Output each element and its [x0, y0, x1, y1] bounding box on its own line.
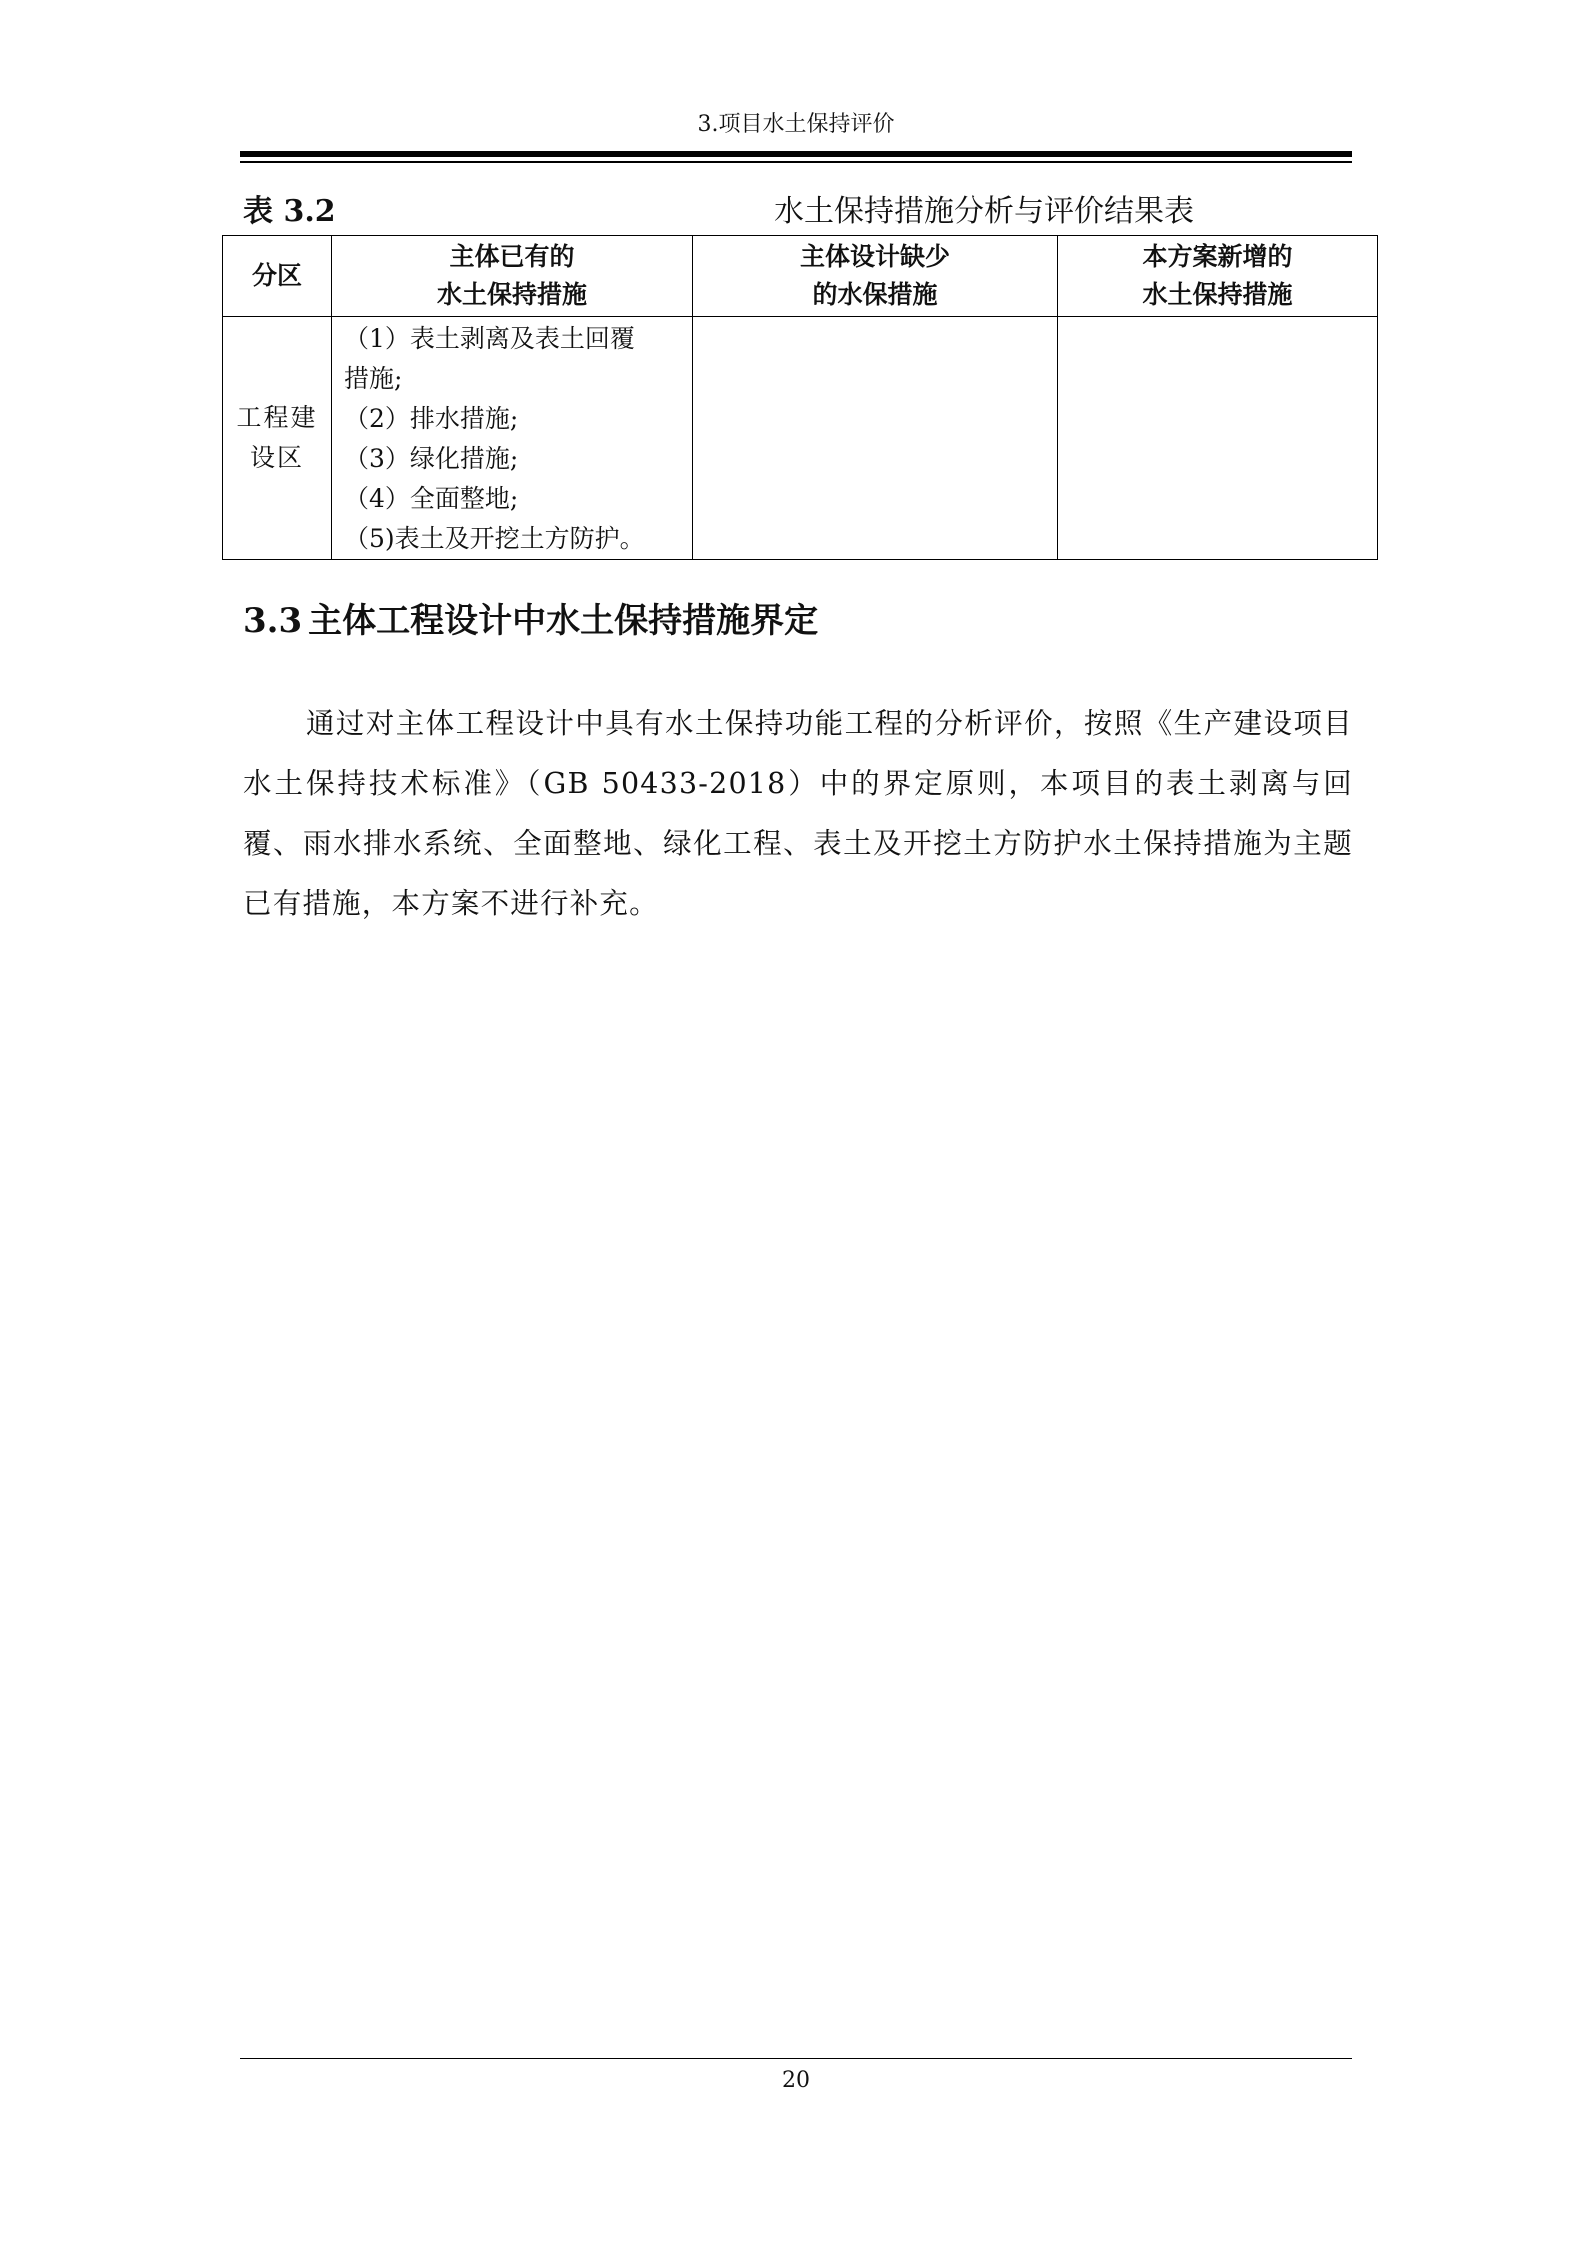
measure-item — [344, 319, 684, 399]
running-header: 3.项目水土保持评价 — [697, 112, 895, 137]
measures-table — [222, 235, 1378, 560]
page-number: 20 — [782, 2068, 810, 2093]
measure-item-text: （1）表土剥离及表土回覆 — [344, 324, 635, 353]
section-number: 3.3 — [243, 601, 303, 641]
column-header-new-line2: 水土保持措施 — [1142, 280, 1293, 309]
table-row — [223, 317, 1378, 560]
header-rule-thick — [240, 151, 1352, 157]
section-heading — [243, 596, 818, 646]
measure-item: （3）绿化措施; — [344, 444, 519, 473]
measure-item: （4）全面整地; — [344, 484, 519, 513]
column-header-missing-line1: 主体设计缺少 — [799, 242, 950, 271]
table-title: 水土保持措施分析与评价结果表 — [774, 194, 1194, 229]
existing-measures-cell — [332, 317, 693, 560]
table-header-row — [223, 236, 1378, 317]
column-header-zone — [223, 236, 332, 317]
table-number: 表 3.2 — [243, 194, 336, 229]
column-header-zone-label: 分区 — [251, 261, 302, 290]
measure-item-continuation: 措施; — [344, 364, 403, 393]
column-header-missing-line2: 的水保措施 — [812, 280, 938, 309]
section-title: 主体工程设计中水土保持措施界定 — [308, 601, 819, 641]
measure-item: （5)表土及开挖土方防护。 — [344, 524, 645, 553]
column-header-new — [1058, 236, 1378, 317]
zone-label-line2: 设区 — [249, 443, 304, 472]
column-header-existing-line1: 主体已有的 — [449, 242, 575, 271]
new-measures-cell — [1058, 317, 1378, 560]
column-header-existing-line2: 水土保持措施 — [436, 280, 587, 309]
zone-label-line1: 工程建 — [236, 403, 318, 432]
header-rule-thin — [240, 161, 1352, 163]
measure-item: （2）排水措施; — [344, 404, 519, 433]
footer-rule — [240, 2058, 1352, 2059]
body-paragraph: 通过对主体工程设计中具有水土保持功能工程的分析评价，按照《生产建设项目水土保持技术标准》（GB 50433-2018）中的界定原则，本项目的表土剥离与回覆、雨水排水系统、全面整地、绿化工程、表土及开挖土方防护水土保持措施为主题已有措施，本方案不进行补充。 — [243, 706, 1353, 920]
column-header-new-line1: 本方案新增的 — [1142, 242, 1293, 271]
column-header-missing — [693, 236, 1058, 317]
zone-cell — [223, 317, 332, 560]
missing-measures-cell — [693, 317, 1058, 560]
table-caption — [243, 192, 1343, 232]
column-header-existing — [332, 236, 693, 317]
